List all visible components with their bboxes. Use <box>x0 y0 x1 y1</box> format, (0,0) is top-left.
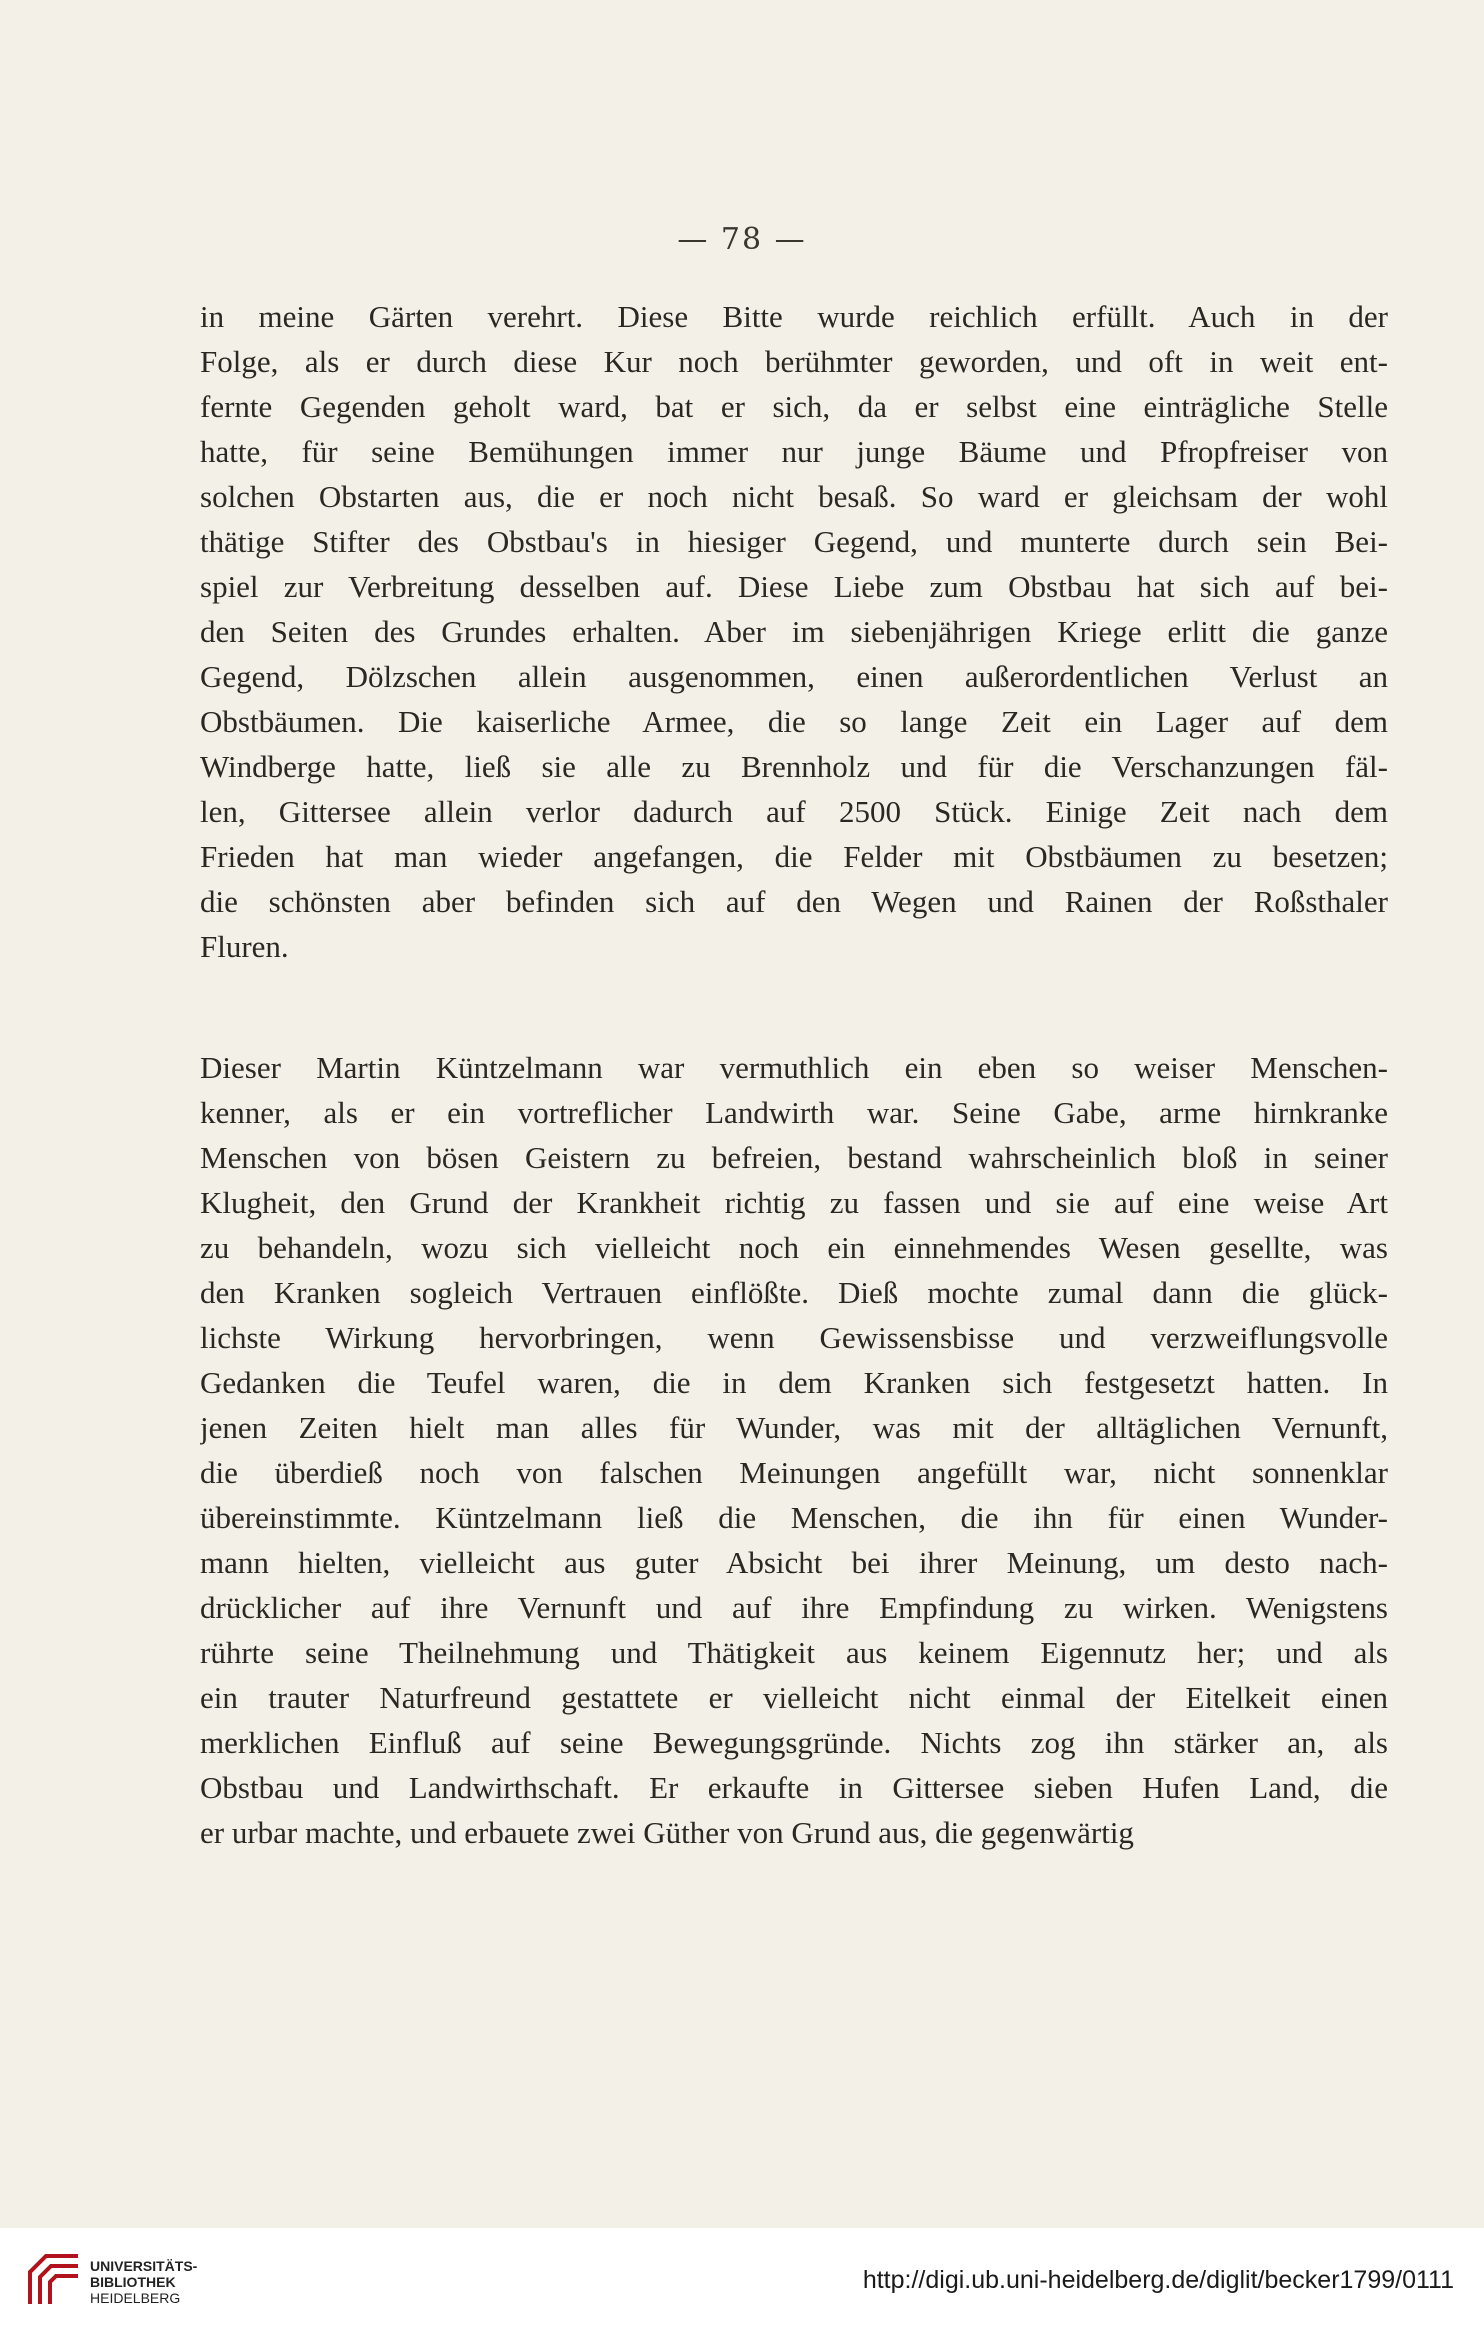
text-line: mann hielten, vielleicht aus guter Absicht bei ihrer Meinung, um desto nach- <box>200 1545 1388 1580</box>
text-line: die schönsten aber befinden sich auf den Wegen und Rainen der Roßsthaler <box>200 884 1388 919</box>
text-line: lichste Wirkung hervorbringen, wenn Gewissensbisse und verzweiflungsvolle <box>200 1320 1388 1355</box>
text-line: jenen Zeiten hielt man alles für Wunder, was mit der alltäglichen Vernunft, <box>200 1410 1388 1445</box>
text-line: ein trauter Naturfreund gestattete er vielleicht nicht einmal der Eitelkeit einen <box>200 1680 1388 1715</box>
text-line: den Seiten des Grundes erhalten. Aber im siebenjährigen Kriege erlitt die ganze <box>200 614 1388 649</box>
text-line: zu behandeln, wozu sich vielleicht noch ein einnehmendes Wesen gesellte, was <box>200 1230 1388 1265</box>
text-line: Frieden hat man wieder angefangen, die Felder mit Obstbäumen zu besetzen; <box>200 839 1388 874</box>
text-line: Windberge hatte, ließ sie alle zu Brennholz und für die Verschanzungen fäl- <box>200 749 1388 784</box>
text-line: übereinstimmte. Küntzelmann ließ die Menschen, die ihn für einen Wunder- <box>200 1500 1388 1535</box>
text-line: spiel zur Verbreitung desselben auf. Diese Liebe zum Obstbau hat sich auf bei- <box>200 569 1388 604</box>
page-number: — 78 — <box>677 222 807 257</box>
text-line: in meine Gärten verehrt. Diese Bitte wurde reichlich erfüllt. Auch in der <box>200 299 1388 334</box>
text-line: drücklicher auf ihre Vernunft und auf ihre Empfindung zu wirken. Wenigstens <box>200 1590 1388 1625</box>
footer <box>0 2228 1484 2332</box>
library-name-line-2: BIBLIOTHEK <box>90 2274 176 2290</box>
text-line: Folge, als er durch diese Kur noch berühmter geworden, und oft in weit ent- <box>200 344 1388 379</box>
library-name-line-1: UNIVERSITÄTS- <box>90 2258 198 2274</box>
source-url-link[interactable]: http://digi.ub.uni-heidelberg.de/diglit/becker1799/0111 <box>862 2266 1454 2294</box>
text-line: hatte, für seine Bemühungen immer nur junge Bäume und Pfropfreiser von <box>200 434 1388 469</box>
text-line: die überdieß noch von falschen Meinungen angefüllt war, nicht sonnenklar <box>200 1455 1388 1490</box>
text-line: Klugheit, den Grund der Krankheit richtig zu fassen und sie auf eine weise Art <box>200 1185 1388 1220</box>
library-name-line-3: HEIDELBERG <box>90 2290 181 2306</box>
text-line: fernte Gegenden geholt ward, bat er sich, da er selbst eine einträgliche Stelle <box>200 389 1388 424</box>
text-line: Gegend, Dölzschen allein ausgenommen, einen außerordentlichen Verlust an <box>200 659 1388 694</box>
text-line: thätige Stifter des Obstbau's in hiesiger Gegend, und munterte durch sein Bei- <box>200 524 1388 559</box>
text-line: Dieser Martin Küntzelmann war vermuthlich ein eben so weiser Menschen- <box>200 1050 1388 1085</box>
library-name <box>90 2258 197 2306</box>
text-line: len, Gittersee allein verlor dadurch auf 2500 Stück. Einige Zeit nach dem <box>200 794 1388 829</box>
text-line: er urbar machte, und erbauete zwei Güther von Grund aus, die gegenwärtig <box>200 1815 1134 1850</box>
paragraph-2 <box>200 1045 1388 1855</box>
text-line: Obstbäumen. Die kaiserliche Armee, die so lange Zeit ein Lager auf dem <box>200 704 1388 739</box>
text-line: kenner, als er ein vortreflicher Landwirth war. Seine Gabe, arme hirnkranke <box>200 1095 1388 1130</box>
text-line: rührte seine Theilnehmung und Thätigkeit aus keinem Eigennutz her; und als <box>200 1635 1388 1670</box>
text-line: den Kranken sogleich Vertrauen einflößte. Dieß mochte zumal dann die glück- <box>200 1275 1388 1310</box>
ub-heidelberg-logo-icon <box>24 2250 84 2310</box>
text-line: solchen Obstarten aus, die er noch nicht besaß. So ward er gleichsam der wohl <box>200 479 1388 514</box>
text-line: Obstbau und Landwirthschaft. Er erkaufte in Gittersee sieben Hufen Land, die <box>200 1770 1388 1805</box>
paragraph-1 <box>200 294 1388 969</box>
text-line: Fluren. <box>200 929 289 964</box>
text-line: Menschen von bösen Geistern zu befreien, bestand wahrscheinlich bloß in seiner <box>200 1140 1388 1175</box>
text-line: Gedanken die Teufel waren, die in dem Kranken sich festgesetzt hatten. In <box>200 1365 1388 1400</box>
text-line: merklichen Einfluß auf seine Bewegungsgründe. Nichts zog ihn stärker an, als <box>200 1725 1388 1760</box>
